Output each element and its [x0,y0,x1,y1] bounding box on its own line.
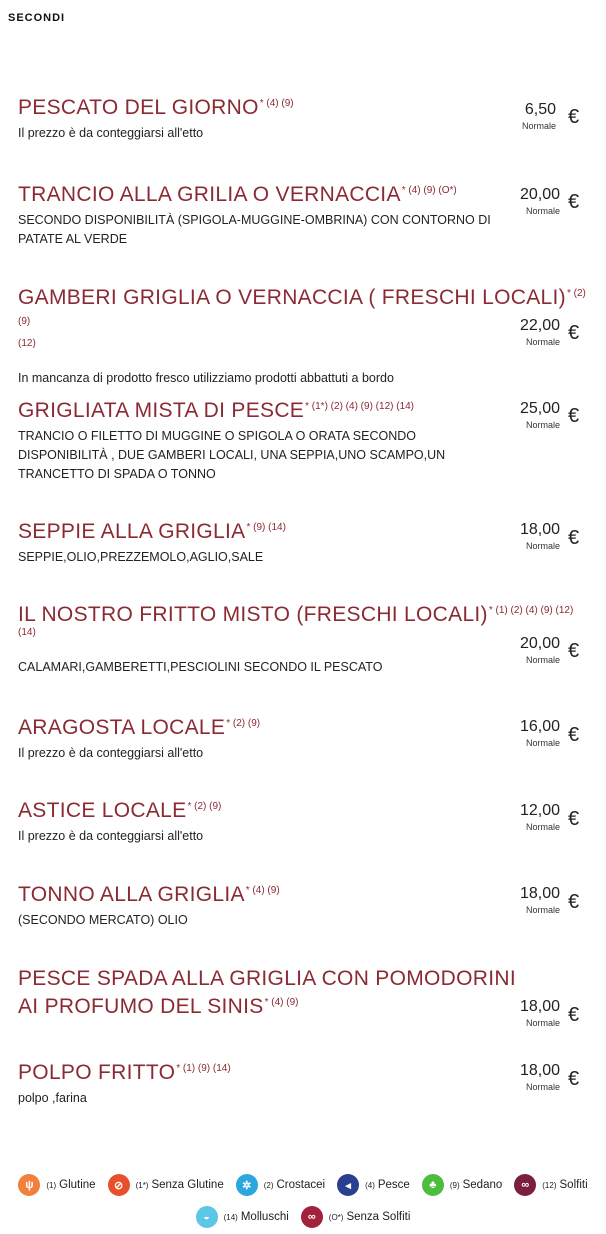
item-name: IL NOSTRO FRITTO MISTO (FRESCHI LOCALI)$^{* (1) (2) (4) (9) (12)}$ [18,603,574,626]
allergen-legend-row2 [0,1206,606,1228]
shell-icon: ◒ [196,1206,218,1228]
allergen-codes: * (4) (9) [245,885,280,896]
allergen-codes: * (9) (14) [246,522,286,533]
legend-item-pesce: ◂ (4) Pesce [337,1174,410,1196]
no-sulphite-icon: ∞ [301,1206,323,1228]
item-name: SEPPIE ALLA $GRIGLIA^{* (9) (14)}$ [18,520,286,543]
item-description: Il prezzo è da conteggiarsi all'etto [18,829,204,843]
item-description: SEPPIE,OLIO,PREZZEMOLO,AGLIO,SALE [18,550,264,564]
price: 6,50 Normale [521,101,556,131]
item-name: GAMBERI GRIGLIA O VERNACCIA ( FRESCHI LOCALI)$^{* (2) (9)}$ [18,286,586,327]
euro-icon: € [568,808,580,830]
allergen-codes: * (1) (9) (14) [176,1063,231,1074]
allergen-codes: * (2) (9) [187,801,222,812]
euro-icon: € [568,527,580,549]
item-name: TONNO ALLA $GRIGLIA^{* (4) (9)}$ [18,883,280,906]
item-description: TRANCIO O FILETTO DI MUGGINE O SPIGOLA O ORATA SECONDO DISPONIBILITÀ , DUE GAMBERI LOCALI, UNA SEPPIA,UNO SCAMPO,UN TRANCETTO DI SPADA O TONNO [18,429,446,481]
item-name: PESCE SPADA ALLA GRIGLIA CON POMODORINI AI PROFUMO DEL $SINIS^{* (4) (9)}$ [18,967,516,1018]
section-title: SECONDI [8,12,66,24]
no-wheat-icon: ⊘ [108,1174,130,1196]
sulphite-icon: ∞ [514,1174,536,1196]
euro-icon: € [568,191,580,213]
allergen-codes: * (2) (9) [18,288,586,327]
item-name: TRANCIO ALLA GRILIA O $VERNACCIA^{* (4) (9) (O*)}$ [18,183,457,206]
euro-icon: € [568,322,580,344]
price: 16,00 Normale [519,718,560,748]
euro-icon: € [568,1068,580,1090]
legend-item-molluschi: ◒ (14) Molluschi [196,1206,289,1228]
allergen-codes: * (1) (2) (4) (9) (12) [488,605,574,616]
item-description: Il prezzo è da conteggiarsi all'etto [18,126,204,140]
fish-icon: ◂ [337,1174,359,1196]
allergen-codes: (14) [18,627,36,638]
wheat-icon: ψ [18,1174,40,1196]
euro-icon: € [568,405,580,427]
item-description: SECONDO DISPONIBILITÀ (SPIGOLA-MUGGINE-OMBRINA) CON CONTORNO DI PATATE AL VERDE [18,213,491,246]
allergen-codes: * (4) (9) (O*) [401,185,457,196]
item-name: POLPO $FRITTO^{* (1) (9) (14)}$ [18,1061,231,1084]
legend-item-glutine: ψ (1) Glutine [18,1174,95,1196]
allergen-codes: * (4) (9) [259,98,294,109]
price: 18,00 Normale [519,1062,560,1092]
item-name: ARAGOSTA $LOCALE^{* (2) (9)}$ [18,716,261,739]
legend-item-solfiti: ∞ (12) Solfiti [514,1174,587,1196]
item-description: Il prezzo è da conteggiarsi all'etto [18,746,204,760]
price: 22,00 Normale [519,317,560,347]
allergen-codes: * (1*) (2) (4) (9) (12) (14) [305,401,415,412]
item-name: PESCATO DEL $GIORNO^{* (4) (9)}$ [18,96,294,119]
legend-item-crostacei: ✲ (2) Crostacei [236,1174,325,1196]
item-description: CALAMARI,GAMBERETTI,PESCIOLINI SECONDO IL PESCATO [18,660,383,674]
legend-item-senza-glutine: ⊘ (1*) Senza Glutine [108,1174,224,1196]
euro-icon: € [568,106,580,128]
allergen-codes: (12) [18,338,36,349]
price: 18,00 Normale [519,885,560,915]
allergen-legend [0,1174,606,1196]
legend-item-sedano: ♣ (9) Sedano [422,1174,502,1196]
price: 12,00 Normale [519,802,560,832]
item-name: ASTICE $LOCALE^{* (2) (9)}$ [18,799,222,822]
allergen-codes: * (4) (9) [264,997,299,1008]
item-name: GRIGLIATA MISTA DI $PESCE^{* (1*) (2) (4) (9) (12) (14)}$ [18,399,415,422]
price: 20,00 Normale [519,635,560,665]
item-description: (SECONDO MERCATO) OLIO [18,913,188,927]
euro-icon: € [568,1004,580,1026]
item-description: In mancanza di prodotto fresco utilizziamo prodotti abbattuti a bordo [18,371,394,385]
price: 20,00 Normale [519,186,560,216]
celery-icon: ♣ [422,1174,444,1196]
euro-icon: € [568,640,580,662]
euro-icon: € [568,891,580,913]
euro-icon: € [568,724,580,746]
price: 18,00 Normale [519,521,560,551]
item-description: polpo ,farina [18,1091,87,1105]
price: 18,00 Normale [519,998,560,1028]
allergen-codes: * (2) (9) [226,718,261,729]
legend-item-senza-solfiti: ∞ (O*) Senza Solfiti [301,1206,411,1228]
crab-icon: ✲ [236,1174,258,1196]
price: 25,00 Normale [519,400,560,430]
